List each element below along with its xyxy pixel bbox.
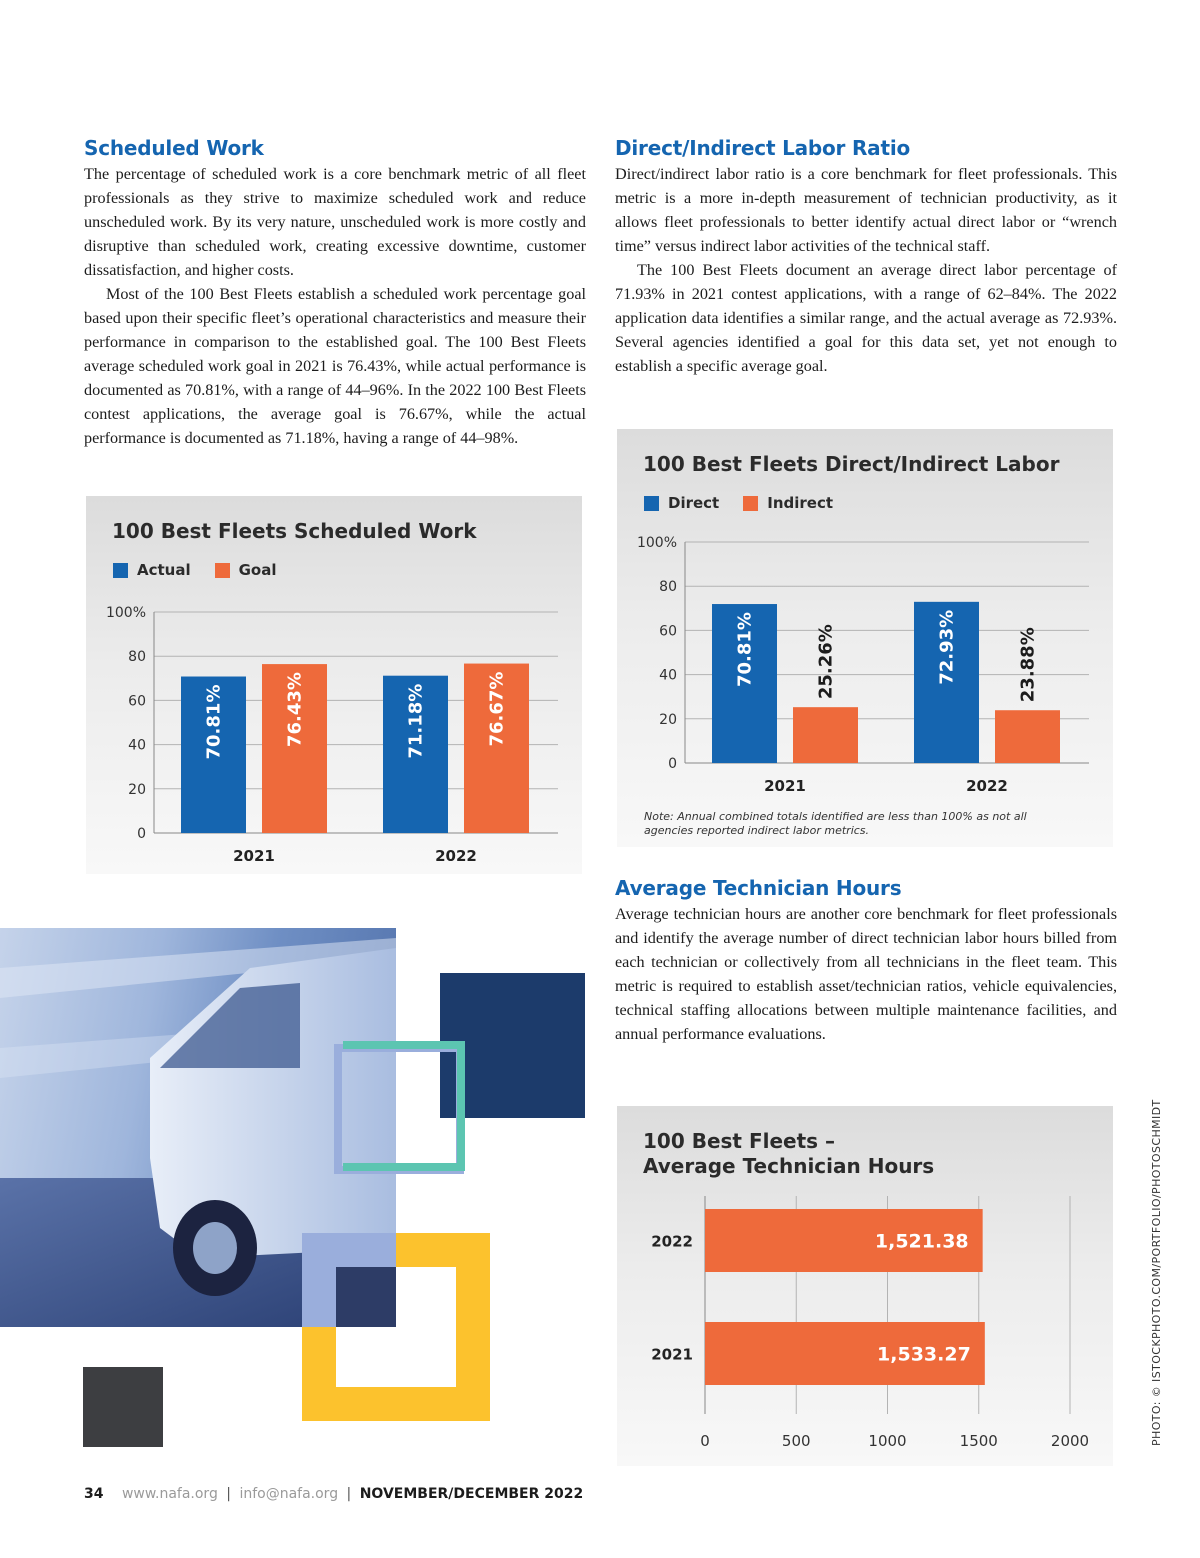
x-tick-label: 0 [700, 1432, 710, 1450]
y-tick-label: 60 [128, 693, 146, 710]
tech-hours-chart-panel [617, 1106, 1113, 1466]
y-tick-label: 80 [659, 579, 677, 596]
legend-label-indirect: Indirect [767, 494, 834, 512]
footer-divider: | [226, 1486, 231, 1502]
scheduled-work-chart-panel [86, 496, 582, 874]
x-category-label: 2021 [233, 847, 275, 865]
bar-indirect-2022 [995, 710, 1060, 763]
footer-email-link[interactable]: info@nafa.org [239, 1486, 339, 1502]
scheduled-work-heading: Scheduled Work [84, 136, 264, 160]
data-label-goal-2022: 76.67% [486, 671, 508, 747]
tech-hours-title-line-1: 100 Best Fleets – [643, 1129, 836, 1153]
labor-ratio-paragraph-2: The 100 Best Fleets document an average direct labor percentage of 71.93% in 2021 contest applications, with a range of 62–84%. The 2022 application data identifies a similar range, and the actual average as 72.93%. Several agencies identified a goal for this data set, yet not enough to establish a specific average goal. [615, 261, 1117, 375]
dark-photo-corner [336, 1267, 396, 1327]
data-label-actual-2022: 71.18% [405, 683, 427, 759]
charcoal-square [83, 1367, 163, 1447]
bar-indirect-2021 [793, 707, 858, 763]
tech-hours-chart [617, 1106, 1113, 1466]
footer-issue: NOVEMBER/DECEMBER 2022 [359, 1486, 584, 1502]
legend-label-direct: Direct [668, 494, 720, 512]
data-label-indirect-2022: 23.88% [1017, 627, 1039, 703]
data-label-indirect-2021: 25.26% [815, 624, 837, 700]
page-footer [84, 1486, 583, 1502]
data-label-actual-2021: 70.81% [203, 684, 225, 760]
labor-ratio-paragraph-1: Direct/indirect labor ratio is a core benchmark for fleet professionals. This metric is a more in-depth measurement of technician productivity, as it allows fleet professionals to better identify actual direct labor or “wrench time” versus indirect labor activities of the technical staff. [615, 165, 1117, 255]
y-tick-label: 20 [128, 781, 146, 798]
van-wheel-hub [193, 1222, 237, 1274]
y-tick-label: 20 [659, 711, 677, 728]
scheduled-work-body [84, 162, 586, 450]
y-category-label: 2022 [651, 1232, 693, 1251]
labor-ratio-heading: Direct/Indirect Labor Ratio [615, 136, 911, 160]
data-label-direct-2022: 72.93% [936, 609, 958, 685]
data-label-hours-2021: 1,533.27 [877, 1343, 971, 1366]
y-tick-label: 0 [668, 756, 677, 772]
y-tick-label: 100% [636, 535, 677, 551]
footer-website-link[interactable]: www.nafa.org [121, 1486, 218, 1502]
data-label-direct-2021: 70.81% [734, 612, 756, 688]
y-tick-label: 40 [128, 737, 146, 754]
tech-hours-paragraph-1: Average technician hours are another core benchmark for fleet professionals and identify the average number of direct technician labor hours billed from each technician or collectively from all technicians in the fleet team. This metric is required to establish asset/technician ratios, vehicle equivalencies, technical staffing allocations between multiple maintenance facilities, and annual performance evaluations. [615, 905, 1117, 1043]
labor-chart-title: 100 Best Fleets Direct/Indirect Labor [643, 452, 1060, 476]
scheduled-work-paragraph-2: Most of the 100 Best Fleets establish a scheduled work percentage goal based upon their specific fleet’s operational characteristics and measure their performance in comparison to the established goal. The 100 Best Fleets average scheduled work goal in 2021 is 76.43%, while actual performance is documented as 70.81%, with a range of 44–96%. In the 2022 100 Best Fleets contest applications, the average goal is 76.67%, while the actual performance is documented as 71.18%, having a range of 44–98%. [84, 285, 586, 447]
y-tick-label: 100% [105, 605, 146, 621]
legend-label-goal: Goal [238, 561, 277, 579]
y-tick-label: 40 [659, 667, 677, 684]
labor-chart-note: Note: Annual combined totals identified are less than 100% as not all agencies reported indirect labor metrics. [644, 810, 1027, 837]
y-tick-label: 60 [659, 623, 677, 640]
scheduled-work-chart [86, 496, 582, 874]
footer-divider: | [346, 1486, 352, 1502]
x-tick-label: 1500 [959, 1432, 998, 1450]
legend-label-actual: Actual [137, 561, 191, 579]
data-label-goal-2021: 76.43% [284, 672, 306, 748]
scheduled-work-chart-title: 100 Best Fleets Scheduled Work [112, 519, 477, 543]
x-category-label: 2021 [764, 777, 806, 795]
tech-hours-title-line-2: Average Technician Hours [643, 1154, 935, 1178]
photo-credit: PHOTO: © ISTOCKPHOTO.COM/PORTFOLIO/PHOTOSCHMIDT [1150, 1099, 1163, 1446]
scheduled-work-paragraph-1: The percentage of scheduled work is a core benchmark metric of all fleet professionals as they strive to maximize scheduled work and reduce unscheduled work. By its very nature, unscheduled work is more costly and disruptive than scheduled work, creating excessive downtime, customer dissatisfaction, and higher costs. [84, 165, 586, 279]
data-label-hours-2022: 1,521.38 [874, 1230, 969, 1253]
tech-hours-heading: Average Technician Hours [615, 876, 902, 900]
x-category-label: 2022 [435, 847, 477, 865]
x-tick-label: 500 [781, 1432, 811, 1450]
y-tick-label: 0 [137, 826, 146, 842]
page-number: 34 [84, 1486, 104, 1502]
y-category-label: 2021 [651, 1345, 693, 1364]
labor-chart-panel [617, 429, 1113, 847]
x-tick-label: 2000 [1050, 1432, 1090, 1450]
labor-chart [617, 429, 1113, 847]
teal-outline-square [343, 1041, 465, 1171]
x-category-label: 2022 [966, 777, 1008, 795]
x-tick-label: 1000 [868, 1432, 907, 1450]
labor-ratio-body [615, 162, 1117, 378]
y-tick-label: 80 [128, 649, 146, 666]
tech-hours-body [615, 902, 1117, 1046]
